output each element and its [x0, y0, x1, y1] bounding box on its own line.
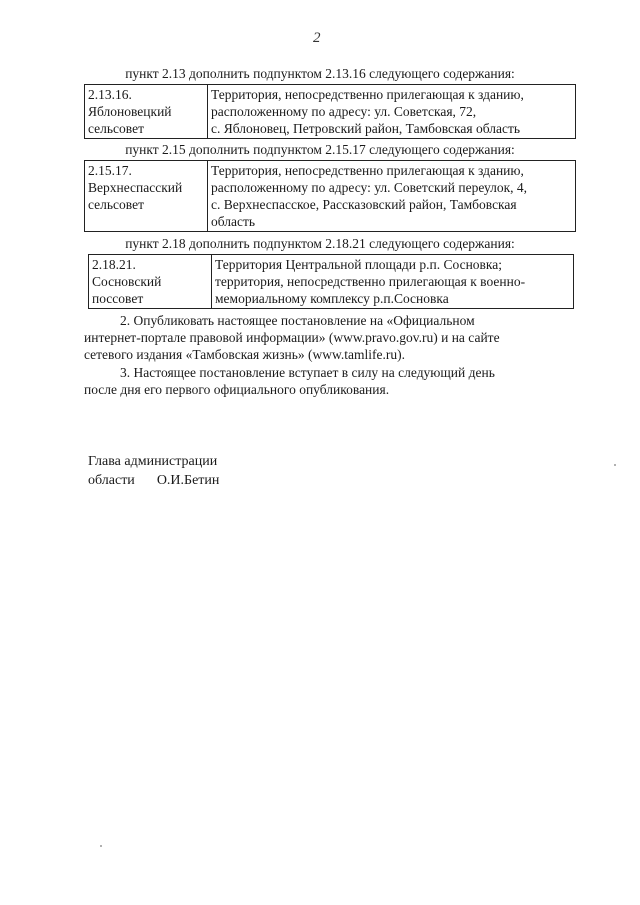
entry-territory-cell [208, 161, 576, 232]
scan-speck [614, 464, 616, 466]
paragraph-effective-date [84, 364, 568, 398]
amendment-intro-2-13: пункт 2.13 дополнить подпунктом 2.13.16 следующего содержания: [125, 66, 515, 81]
territory-line: расположенному по адресу: ул. Советская, 72, [211, 104, 477, 119]
entry-council-name: Верхнеспасский [88, 180, 183, 195]
territory-line: Территория, непосредственно прилегающая к зданию, [211, 163, 524, 178]
entry-territory-cell [212, 255, 574, 309]
entry-council-name: Яблоновецкий [88, 104, 172, 119]
territory-line: мемориальному комплексу р.п.Сосновка [215, 291, 449, 306]
entry-code-cell [85, 161, 208, 232]
territory-line: Территория, непосредственно прилегающая к зданию, [211, 87, 524, 102]
entry-territory-cell [208, 85, 576, 139]
territory-line: область [211, 214, 256, 229]
entry-code: 2.18.21. [92, 257, 136, 272]
entry-council-type: поссовет [92, 291, 144, 306]
paragraph-line: после дня его первого официального опубликования. [84, 382, 390, 397]
amendment-table-2-13-16 [84, 84, 576, 139]
signature-block [88, 452, 219, 490]
amendment-table-2-18-21 [88, 254, 574, 309]
paragraph-line: 3. Настоящее постановление вступает в силу на следующий день [120, 365, 495, 380]
signatory-title-line2 [88, 471, 219, 490]
amendment-intro-2-18: пункт 2.18 дополнить подпунктом 2.18.21 следующего содержания: [125, 236, 515, 251]
entry-council-type: сельсовет [88, 121, 144, 136]
entry-council-type: сельсовет [88, 197, 144, 212]
paragraph-publication [84, 312, 568, 363]
entry-code-cell [89, 255, 212, 309]
territory-line: территория, непосредственно прилегающая к военно- [215, 274, 526, 289]
territory-line: с. Верхнеспасское, Рассказовский район, Тамбовская [211, 197, 517, 212]
territory-line: с. Яблоновец, Петровский район, Тамбовская область [211, 121, 521, 136]
entry-council-name: Сосновский [92, 274, 162, 289]
signatory-name: О.И.Бетин [156, 473, 220, 488]
paragraph-line: сетевого издания «Тамбовская жизнь» (www.tamlife.ru). [84, 347, 405, 362]
paragraph-line: 2. Опубликовать настоящее постановление на «Официальном [120, 313, 475, 328]
entry-code: 2.13.16. [88, 87, 132, 102]
amendment-intro-2-15: пункт 2.15 дополнить подпунктом 2.15.17 следующего содержания: [125, 142, 515, 157]
signatory-region: области [88, 473, 135, 488]
territory-line: расположенному по адресу: ул. Советский переулок, 4, [211, 180, 528, 195]
entry-code-cell [85, 85, 208, 139]
amendment-table-2-15-17 [84, 160, 576, 232]
scan-speck [100, 845, 102, 847]
page-number: 2 [313, 30, 321, 46]
paragraph-line: интернет-портале правовой информации» (www.pravo.gov.ru) и на сайте [84, 330, 500, 345]
signatory-title: Глава администрации [88, 454, 218, 469]
entry-code: 2.15.17. [88, 163, 132, 178]
territory-line: Территория Центральной площади р.п. Сосновка; [215, 257, 503, 272]
